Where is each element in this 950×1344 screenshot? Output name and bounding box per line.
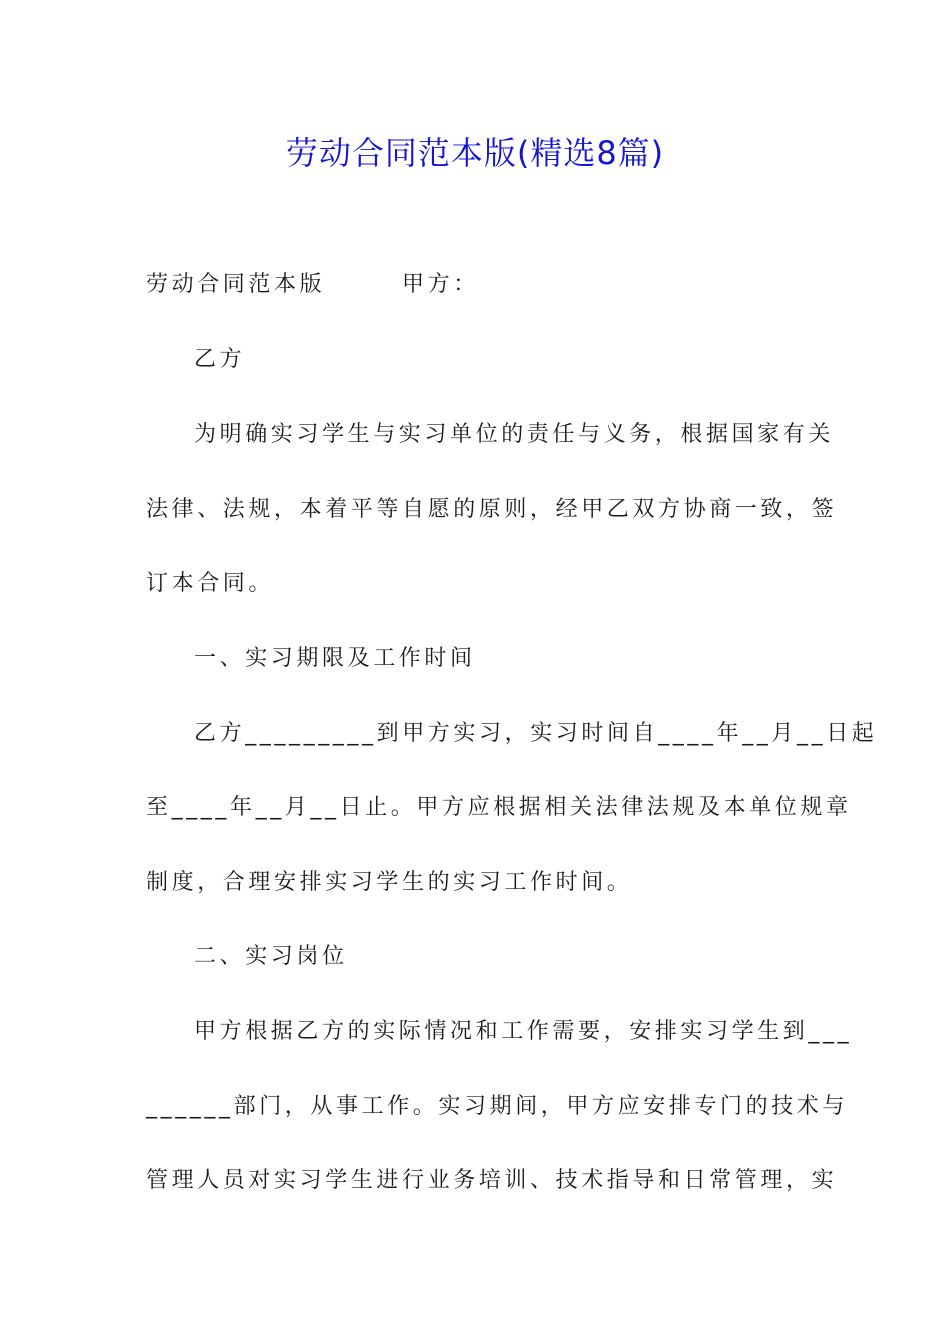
paragraph-line: 甲方根据乙方的实际情况和工作需要，安排实习学生到___ bbox=[194, 1019, 853, 1044]
paragraph-line: 为明确实习学生与实习单位的责任与义务，根据国家有关 bbox=[194, 422, 835, 447]
paragraph-line: 乙方_________到甲方实习，实习时间自____年__月__日起 bbox=[194, 721, 878, 746]
section-heading: 二、实习岗位 bbox=[194, 944, 348, 969]
paragraph-line: ______部门，从事工作。实习期间，甲方应安排专门的技术与 bbox=[146, 1094, 849, 1119]
party-b-line: 乙方 bbox=[194, 347, 246, 372]
paragraph-line: 制度，合理安排实习学生的实习工作时间。 bbox=[146, 870, 633, 895]
paragraph-line: 管理人员对实习学生进行业务培训、技术指导和日常管理，实 bbox=[146, 1168, 838, 1193]
document-title: 劳动合同范本版(精选8篇) bbox=[285, 134, 665, 172]
section-heading: 一、实习期限及工作时间 bbox=[194, 646, 476, 671]
paragraph-line: 法律、法规，本着平等自愿的原则，经甲乙双方协商一致，签 bbox=[146, 497, 838, 522]
paragraph-line: 至____年__月__日止。甲方应根据相关法律法规及本单位规章 bbox=[146, 795, 852, 820]
party-a-line: 劳动合同范本版 甲方： bbox=[146, 272, 479, 297]
paragraph-line: 订本合同。 bbox=[146, 571, 275, 596]
